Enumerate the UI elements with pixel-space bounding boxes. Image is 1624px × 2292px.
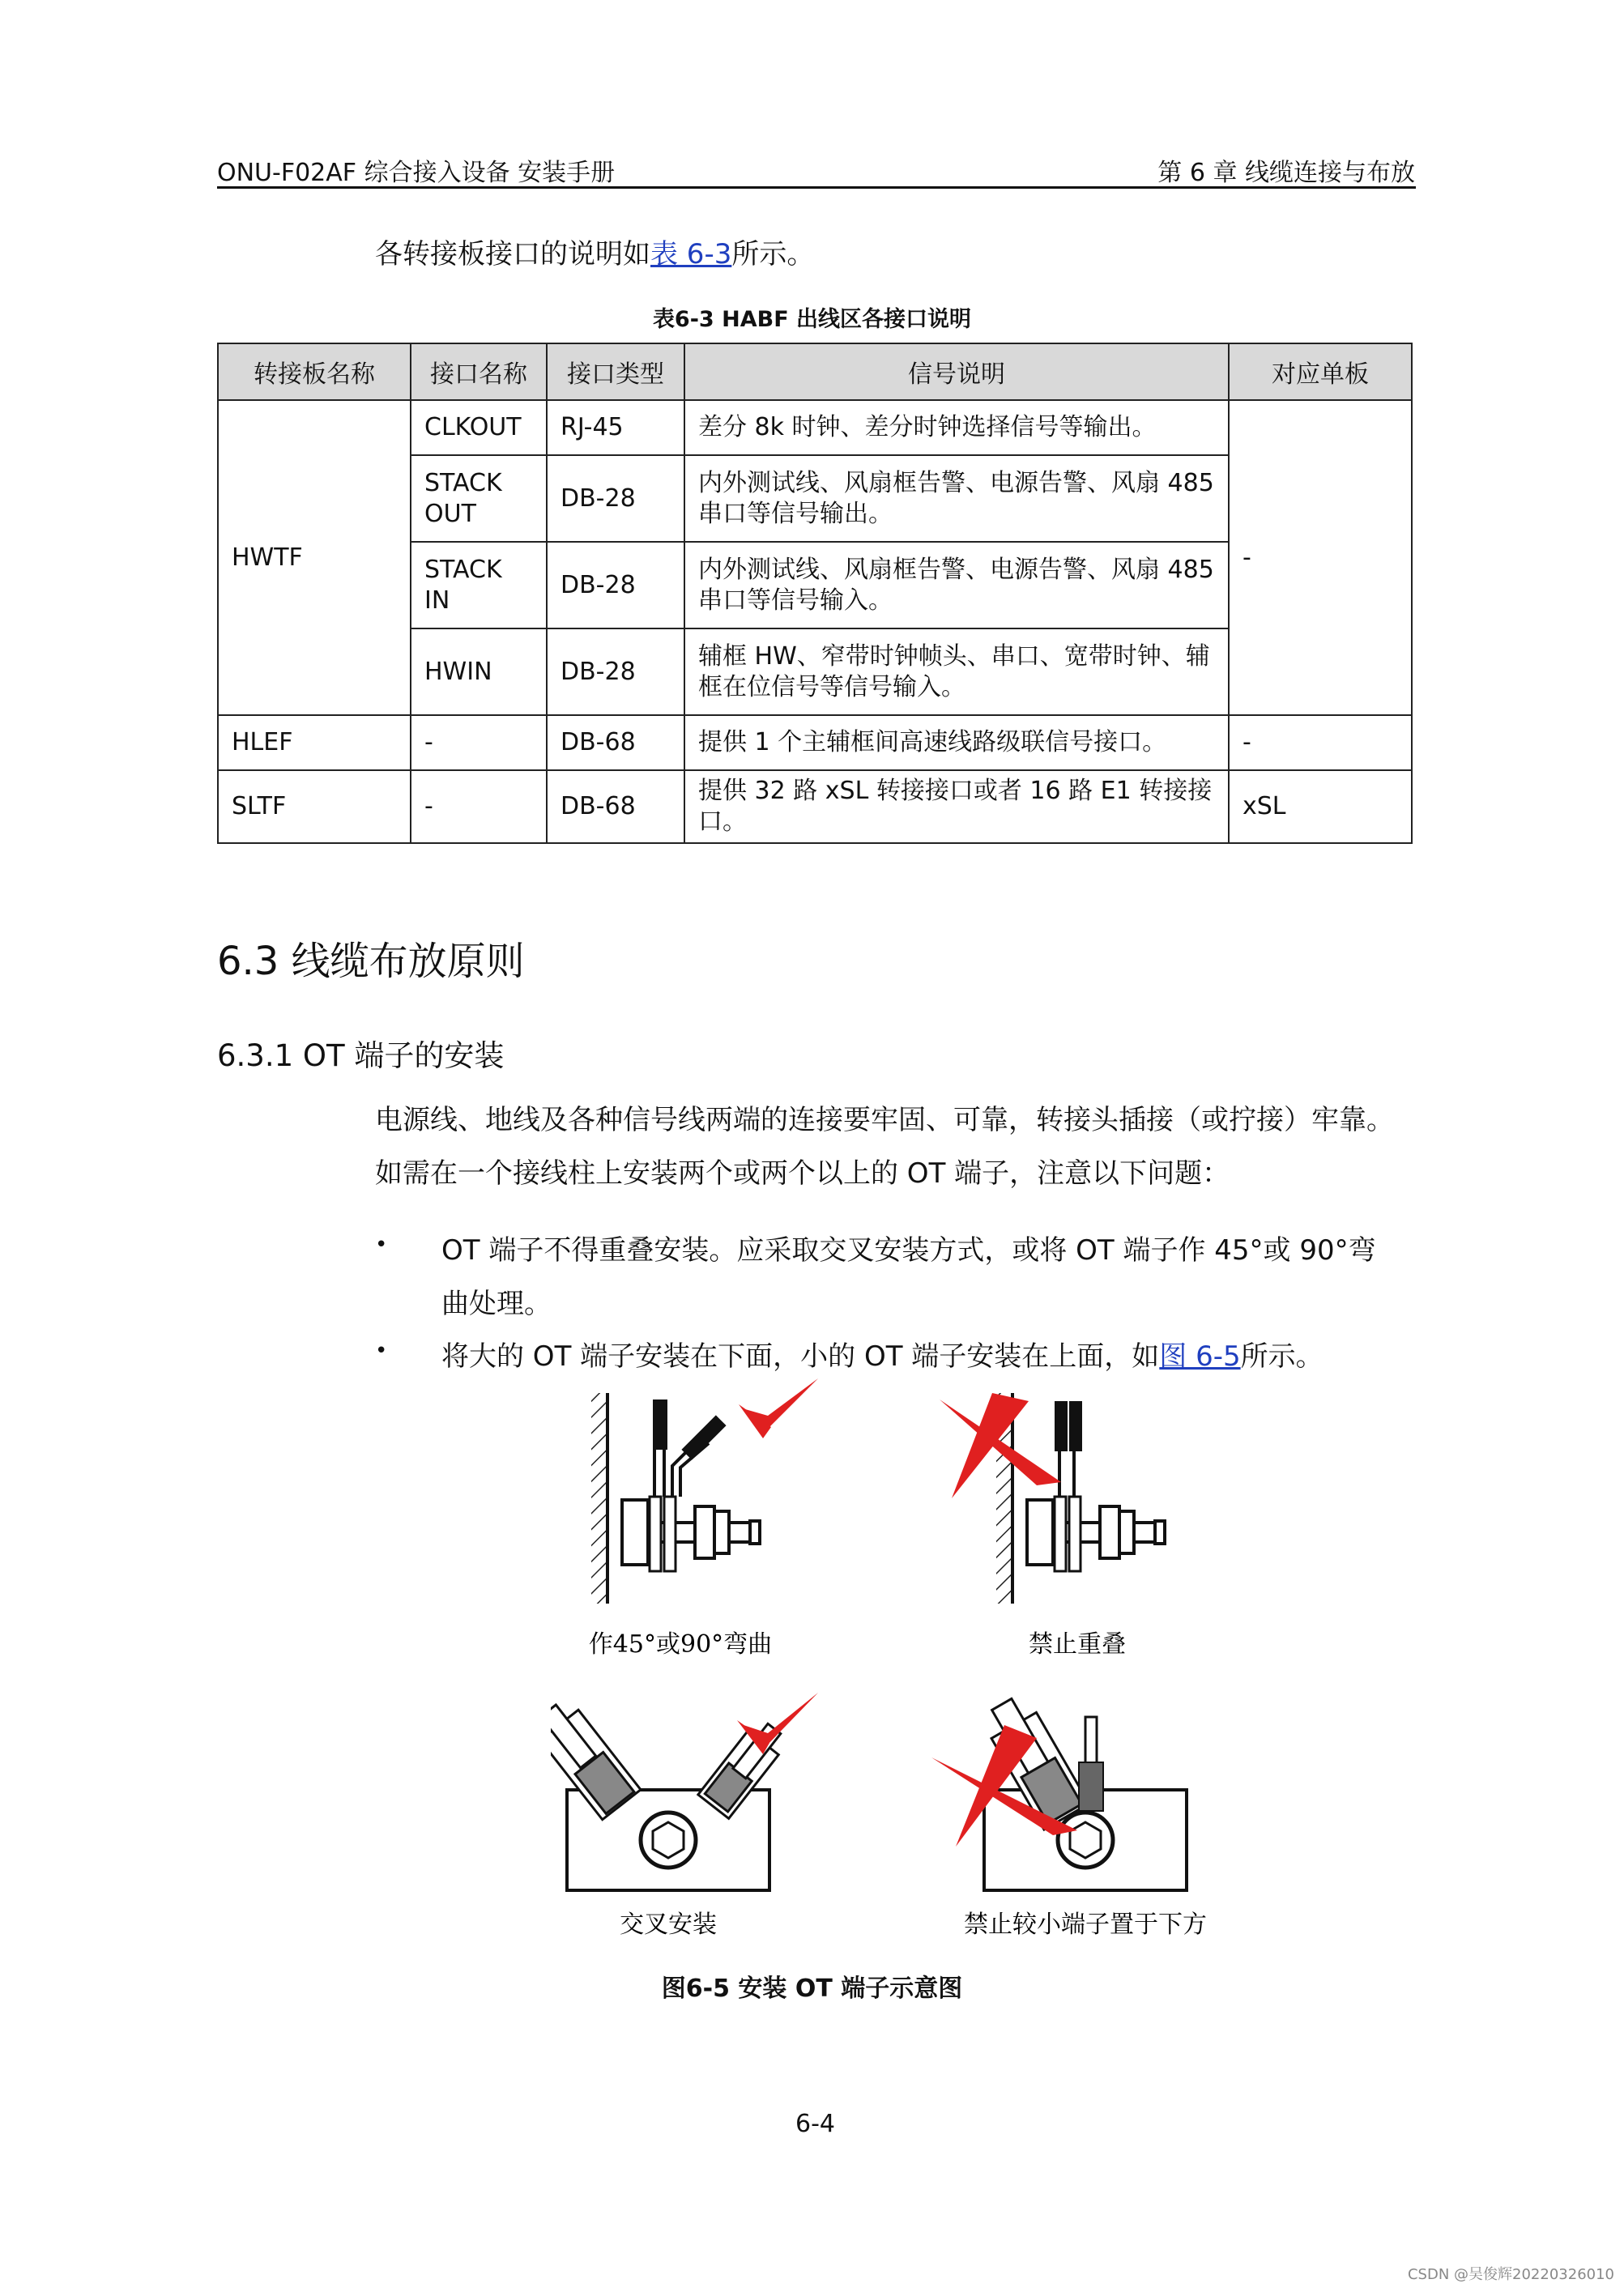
cell-port: STACK OUT <box>411 455 547 542</box>
cell-type: DB-28 <box>547 455 684 542</box>
bolt-head <box>622 1500 648 1565</box>
bullet-dot: • <box>375 1339 388 1363</box>
ot-terminal-figure <box>551 1377 1280 1936</box>
cell-desc: 辅框 HW、窄带时钟帧头、串口、宽带时钟、辅框在位信号等信号输入。 <box>684 628 1229 715</box>
cell-board: HWTF <box>218 400 411 715</box>
figure-caption: 图6-5 安装 OT 端子示意图 <box>661 1975 963 2003</box>
cell-port: - <box>411 715 547 770</box>
section-heading: 6.3 线缆布放原则 <box>217 939 525 984</box>
intro-line <box>375 232 814 271</box>
washer <box>1119 1511 1134 1553</box>
terminal-sleeve <box>653 1399 667 1450</box>
cell-desc: 内外测试线、风扇框告警、电源告警、风扇 485 串口等信号输出。 <box>684 455 1229 542</box>
page-number: 6-4 <box>795 2110 835 2138</box>
col-header-desc: 信号说明 <box>684 343 1229 400</box>
panel-small-below <box>931 1691 1187 1890</box>
cell-mapped: - <box>1229 715 1412 770</box>
cell-type: DB-28 <box>547 628 684 715</box>
table-caption: 表6-3 HABF 出线区各接口说明 <box>652 307 972 332</box>
cell-type: RJ-45 <box>547 400 684 455</box>
label-overlap: 禁止重叠 <box>1029 1630 1126 1659</box>
washer <box>714 1511 729 1553</box>
cell-desc: 内外测试线、风扇框告警、电源告警、风扇 485 串口等信号输入。 <box>684 542 1229 628</box>
cell-desc: 提供 1 个主辅框间高速线路级联信号接口。 <box>684 715 1229 770</box>
table-header-row <box>218 343 1412 400</box>
hex-nut-icon <box>1070 1822 1101 1858</box>
terminal-sleeve <box>1055 1401 1068 1451</box>
intro-before: 各转接板接口的说明如 <box>375 238 650 271</box>
col-header-board: 转接板名称 <box>218 343 411 400</box>
cell-port: STACK IN <box>411 542 547 628</box>
panel-overlap <box>940 1393 1165 1604</box>
col-header-port: 接口名称 <box>411 343 547 400</box>
table-row <box>218 400 1412 455</box>
interface-table <box>217 343 1413 844</box>
terminal-lug <box>650 1497 661 1571</box>
table-row <box>218 770 1412 843</box>
cell-type: DB-28 <box>547 542 684 628</box>
cell-mapped: xSL <box>1229 770 1412 843</box>
cell-desc: 差分 8k 时钟、差分时钟选择信号等输出。 <box>684 400 1229 455</box>
cross-mark-icon <box>952 1393 1029 1498</box>
bolt-tip <box>1155 1521 1165 1544</box>
table-row <box>218 715 1412 770</box>
bullet1-line2: 曲处理。 <box>441 1288 552 1320</box>
terminal-sleeve <box>1069 1401 1082 1451</box>
watermark: CSDN @吴俊辉20220326010 <box>1407 2266 1614 2283</box>
col-header-type: 接口类型 <box>547 343 684 400</box>
bullet1-line1: OT 端子不得重叠安装。应采取交叉安装方式，或将 OT 端子作 45°或 90°弯 <box>441 1234 1376 1267</box>
subsection-heading: 6.3.1 OT 端子的安装 <box>217 1038 505 1073</box>
panel-bent-terminals <box>591 1378 818 1604</box>
cell-type: DB-68 <box>547 770 684 843</box>
figure-ref-link[interactable]: 图 6-5 <box>1159 1340 1241 1373</box>
body-paragraph: 电源线、地线及各种信号线两端的连接要牢固、可靠，转接头插接（或拧接）牢靠。如需在一个接线柱上安装两个或两个以上的 OT 端子，注意以下问题： <box>375 1104 1394 1190</box>
header-rule <box>217 186 1416 189</box>
cell-port: HWIN <box>411 628 547 715</box>
wall-hatch <box>591 1393 607 1604</box>
cell-board: HLEF <box>218 715 411 770</box>
small-terminal-crimp <box>1079 1762 1103 1811</box>
bolt-tip <box>750 1521 760 1544</box>
cell-port: CLKOUT <box>411 400 547 455</box>
cell-desc: 提供 32 路 xSL 转接接口或者 16 路 E1 转接接口。 <box>684 770 1229 843</box>
label-bent: 作45°或90°弯曲 <box>588 1630 773 1659</box>
hex-nut-icon <box>653 1822 684 1858</box>
label-cross: 交叉安装 <box>620 1911 717 1936</box>
bullet2-line <box>441 1334 1323 1374</box>
nut <box>695 1506 714 1558</box>
bent-terminal-sleeve <box>681 1415 726 1459</box>
panel-cross-install <box>551 1693 818 1890</box>
terminal-lug <box>664 1497 676 1571</box>
nut <box>1100 1506 1119 1558</box>
bullet2-before: 将大的 OT 端子安装在下面，小的 OT 端子安装在上面，如 <box>441 1340 1160 1373</box>
cell-port: - <box>411 770 547 843</box>
label-small-below: 禁止较小端子置于下方 <box>964 1911 1207 1936</box>
col-header-mapped: 对应单板 <box>1229 343 1412 400</box>
table-ref-link[interactable]: 表 6-3 <box>650 238 732 271</box>
terminal-lug <box>1055 1497 1066 1571</box>
bullet-dot: • <box>375 1233 388 1257</box>
cell-mapped: - <box>1229 400 1412 715</box>
header-right: 第 6 章 线缆连接与布放 <box>1157 159 1415 187</box>
cell-board: SLTF <box>218 770 411 843</box>
terminal-lug <box>1069 1497 1081 1571</box>
bullet2-after: 所示。 <box>1240 1340 1323 1373</box>
cell-type: DB-68 <box>547 715 684 770</box>
intro-after: 所示。 <box>731 238 815 271</box>
header-left: ONU-F02AF 综合接入设备 安装手册 <box>217 159 616 187</box>
bolt-head <box>1027 1500 1053 1565</box>
